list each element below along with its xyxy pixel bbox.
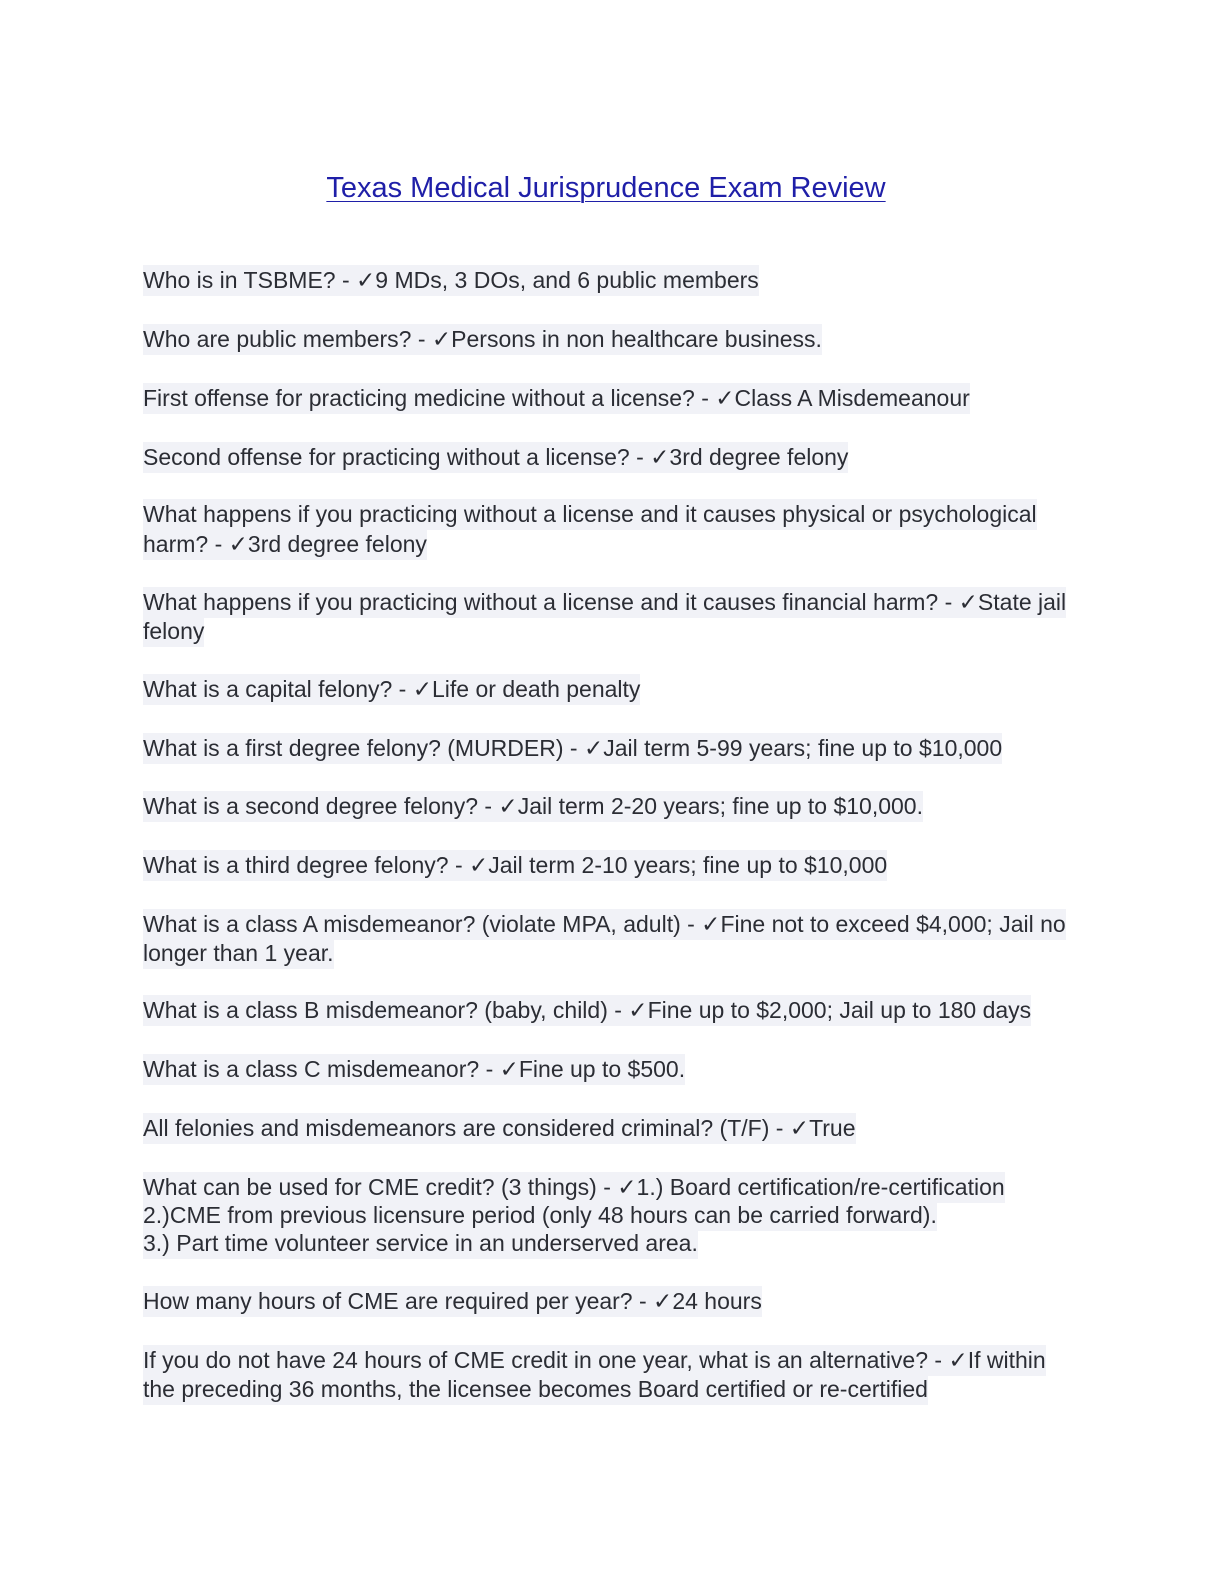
document-title: Texas Medical Jurisprudence Exam Review xyxy=(326,172,886,204)
qa-item-physical-harm: What happens if you practicing without a license and it causes physical or psychological harm? - ✓3rd degree felony xyxy=(143,499,1078,559)
qa-item-first-degree-felony: What is a first degree felony? (MURDER) - ✓Jail term 5-99 years; fine up to $10,000 xyxy=(143,734,1078,763)
qa-item-class-b-misdemeanor: What is a class B misdemeanor? (baby, child) - ✓Fine up to $2,000; Jail up to 180 days xyxy=(143,996,1078,1025)
qa-item-cme-credit: What can be used for CME credit? (3 things) - ✓1.) Board certification/re-certification xyxy=(143,1173,1078,1202)
qa-item-tsbme-members: Who is in TSBME? - ✓9 MDs, 3 DOs, and 6 public members xyxy=(143,266,1078,295)
qa-item-public-members: Who are public members? - ✓Persons in non healthcare business. xyxy=(143,325,1078,354)
qa-item-second-degree-felony: What is a second degree felony? - ✓Jail term 2-20 years; fine up to $10,000. xyxy=(143,792,1078,821)
qa-item-class-c-misdemeanor: What is a class C misdemeanor? - ✓Fine up to $500. xyxy=(143,1055,1078,1084)
qa-item-second-offense: Second offense for practicing without a license? - ✓3rd degree felony xyxy=(143,443,1078,472)
qa-item-capital-felony: What is a capital felony? - ✓Life or death penalty xyxy=(143,675,1078,704)
qa-item-criminal-true-false: All felonies and misdemeanors are considered criminal? (T/F) - ✓True xyxy=(143,1114,1078,1143)
qa-item-class-a-misdemeanor: What is a class A misdemeanor? (violate MPA, adult) - ✓Fine not to exceed $4,000; Jail no longer than 1 year. xyxy=(143,910,1078,967)
qa-item-first-offense: First offense for practicing medicine without a license? - ✓Class A Misdemeanour xyxy=(143,384,1078,413)
qa-item-financial-harm: What happens if you practicing without a license and it causes financial harm? - ✓State jail felony xyxy=(143,588,1078,645)
qa-item-cme-hours: How many hours of CME are required per year? - ✓24 hours xyxy=(143,1287,1078,1316)
qa-item-cme-credit-line-3: 3.) Part time volunteer service in an underserved area. xyxy=(143,1229,1078,1258)
qa-item-third-degree-felony: What is a third degree felony? - ✓Jail term 2-10 years; fine up to $10,000 xyxy=(143,851,1078,880)
qa-item-cme-alternative: If you do not have 24 hours of CME credit in one year, what is an alternative? - ✓If within the preceding 36 months, the licensee becomes Board certified or re-certified xyxy=(143,1346,1078,1403)
qa-item-cme-credit-line-2: 2.)CME from previous licensure period (only 48 hours can be carried forward). xyxy=(143,1201,1078,1230)
